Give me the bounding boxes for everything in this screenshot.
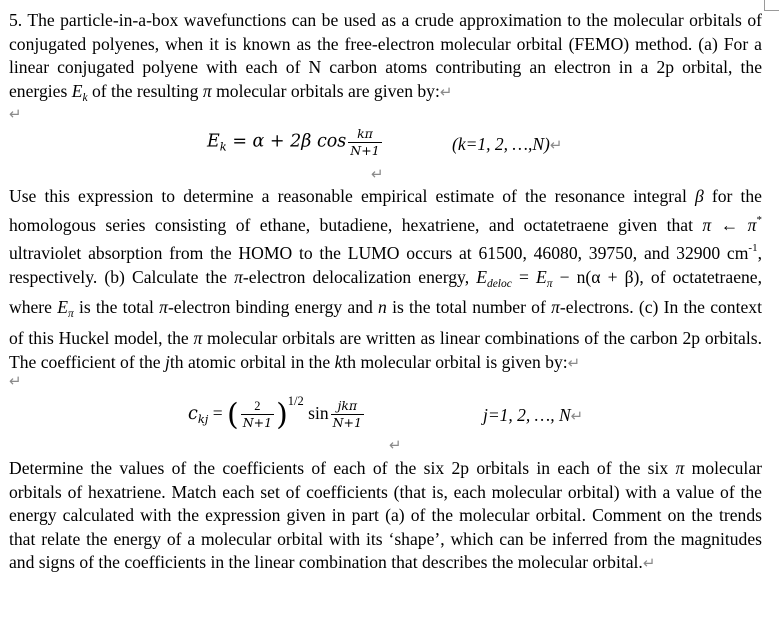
paragraph-mark: ↵ (371, 165, 384, 183)
paragraph-mark: ↵ (9, 105, 22, 123)
paragraph-mark: ↵ (439, 82, 453, 101)
question-paragraph: Use this expression to determine a reasonable empirical estimate of the resonance integral β for the homologous series consisting of ethane, butadiene, hexatriene, and octatetraene given that π ← π* ultraviolet absorption from the HOMO to the LUMO occurs at 61500, 46080, 39750, and 32900 $cm^{-1}$, respectively. (b) Calculate the π-electron delocalization energy, $E_{deloc} = E_\pi - n(\alpha + \beta)$, of octatetraene, where $E_\pi$ is the total π-electron binding energy and n is the total number of π-electrons. (c) In the context of this Huckel model, the π molecular orbitals are written as linear combinations of the carbon 2p orbitals. The coefficient of the jth atomic orbital in the kth molecular orbital is given by:↵ (9, 186, 763, 372)
hexatriene-paragraph: Determine the values of the coefficients of each of the six 2p orbitals in each of the six π molecular orbitals of hexatriene. Match each set of coefficients (that is, each molecular orbital) with a value of the energy calculated with the expression given in part (a) of the molecular orbital. Comment on the trends that relate the energy of a molecular orbital with its ‘shape’, which can be inferred from the magnitudes and signs of the coefficients in the linear combination that describes the molecular orbital.↵ (9, 458, 762, 573)
coefficient-equation: $c_{kj}$ = ( $\frac{2}{N+1}$ )$^{1/2}$ sin $\frac{\text{jkπ}}{N+1}$ (188, 394, 362, 433)
fraction: $\frac{\text{jkπ}}{N+1}$ (332, 398, 362, 431)
intro-paragraph: 5. The particle-in-a-box wavefunctions can be used as a crude approximation to the molecular orbitals of conjugated polyenes, when it is known as the free-electron molecular orbital (FEMO) method. (a) For a linear conjugated polyene with each of N carbon atoms contributing an electron in a 2p orbital, the energies $E_k$ of the resulting π molecular orbitals are given by:↵ (9, 10, 762, 104)
fraction: $\frac{k\pi}{N+1}$ (350, 126, 380, 158)
j-range: j=1, 2, …, N↵ (483, 405, 584, 425)
page-corner-mark (764, 0, 779, 11)
energy-equation: $E_k = \alpha + 2\beta$ cos $\frac{k\pi}{N+1}$ (207, 126, 380, 158)
fraction: $\frac{2}{N+1}$ (242, 399, 273, 431)
paragraph-mark: ↵ (9, 372, 22, 390)
k-range: (k=1, 2, …,N)↵ (452, 134, 563, 154)
paragraph-mark: ↵ (389, 436, 402, 454)
